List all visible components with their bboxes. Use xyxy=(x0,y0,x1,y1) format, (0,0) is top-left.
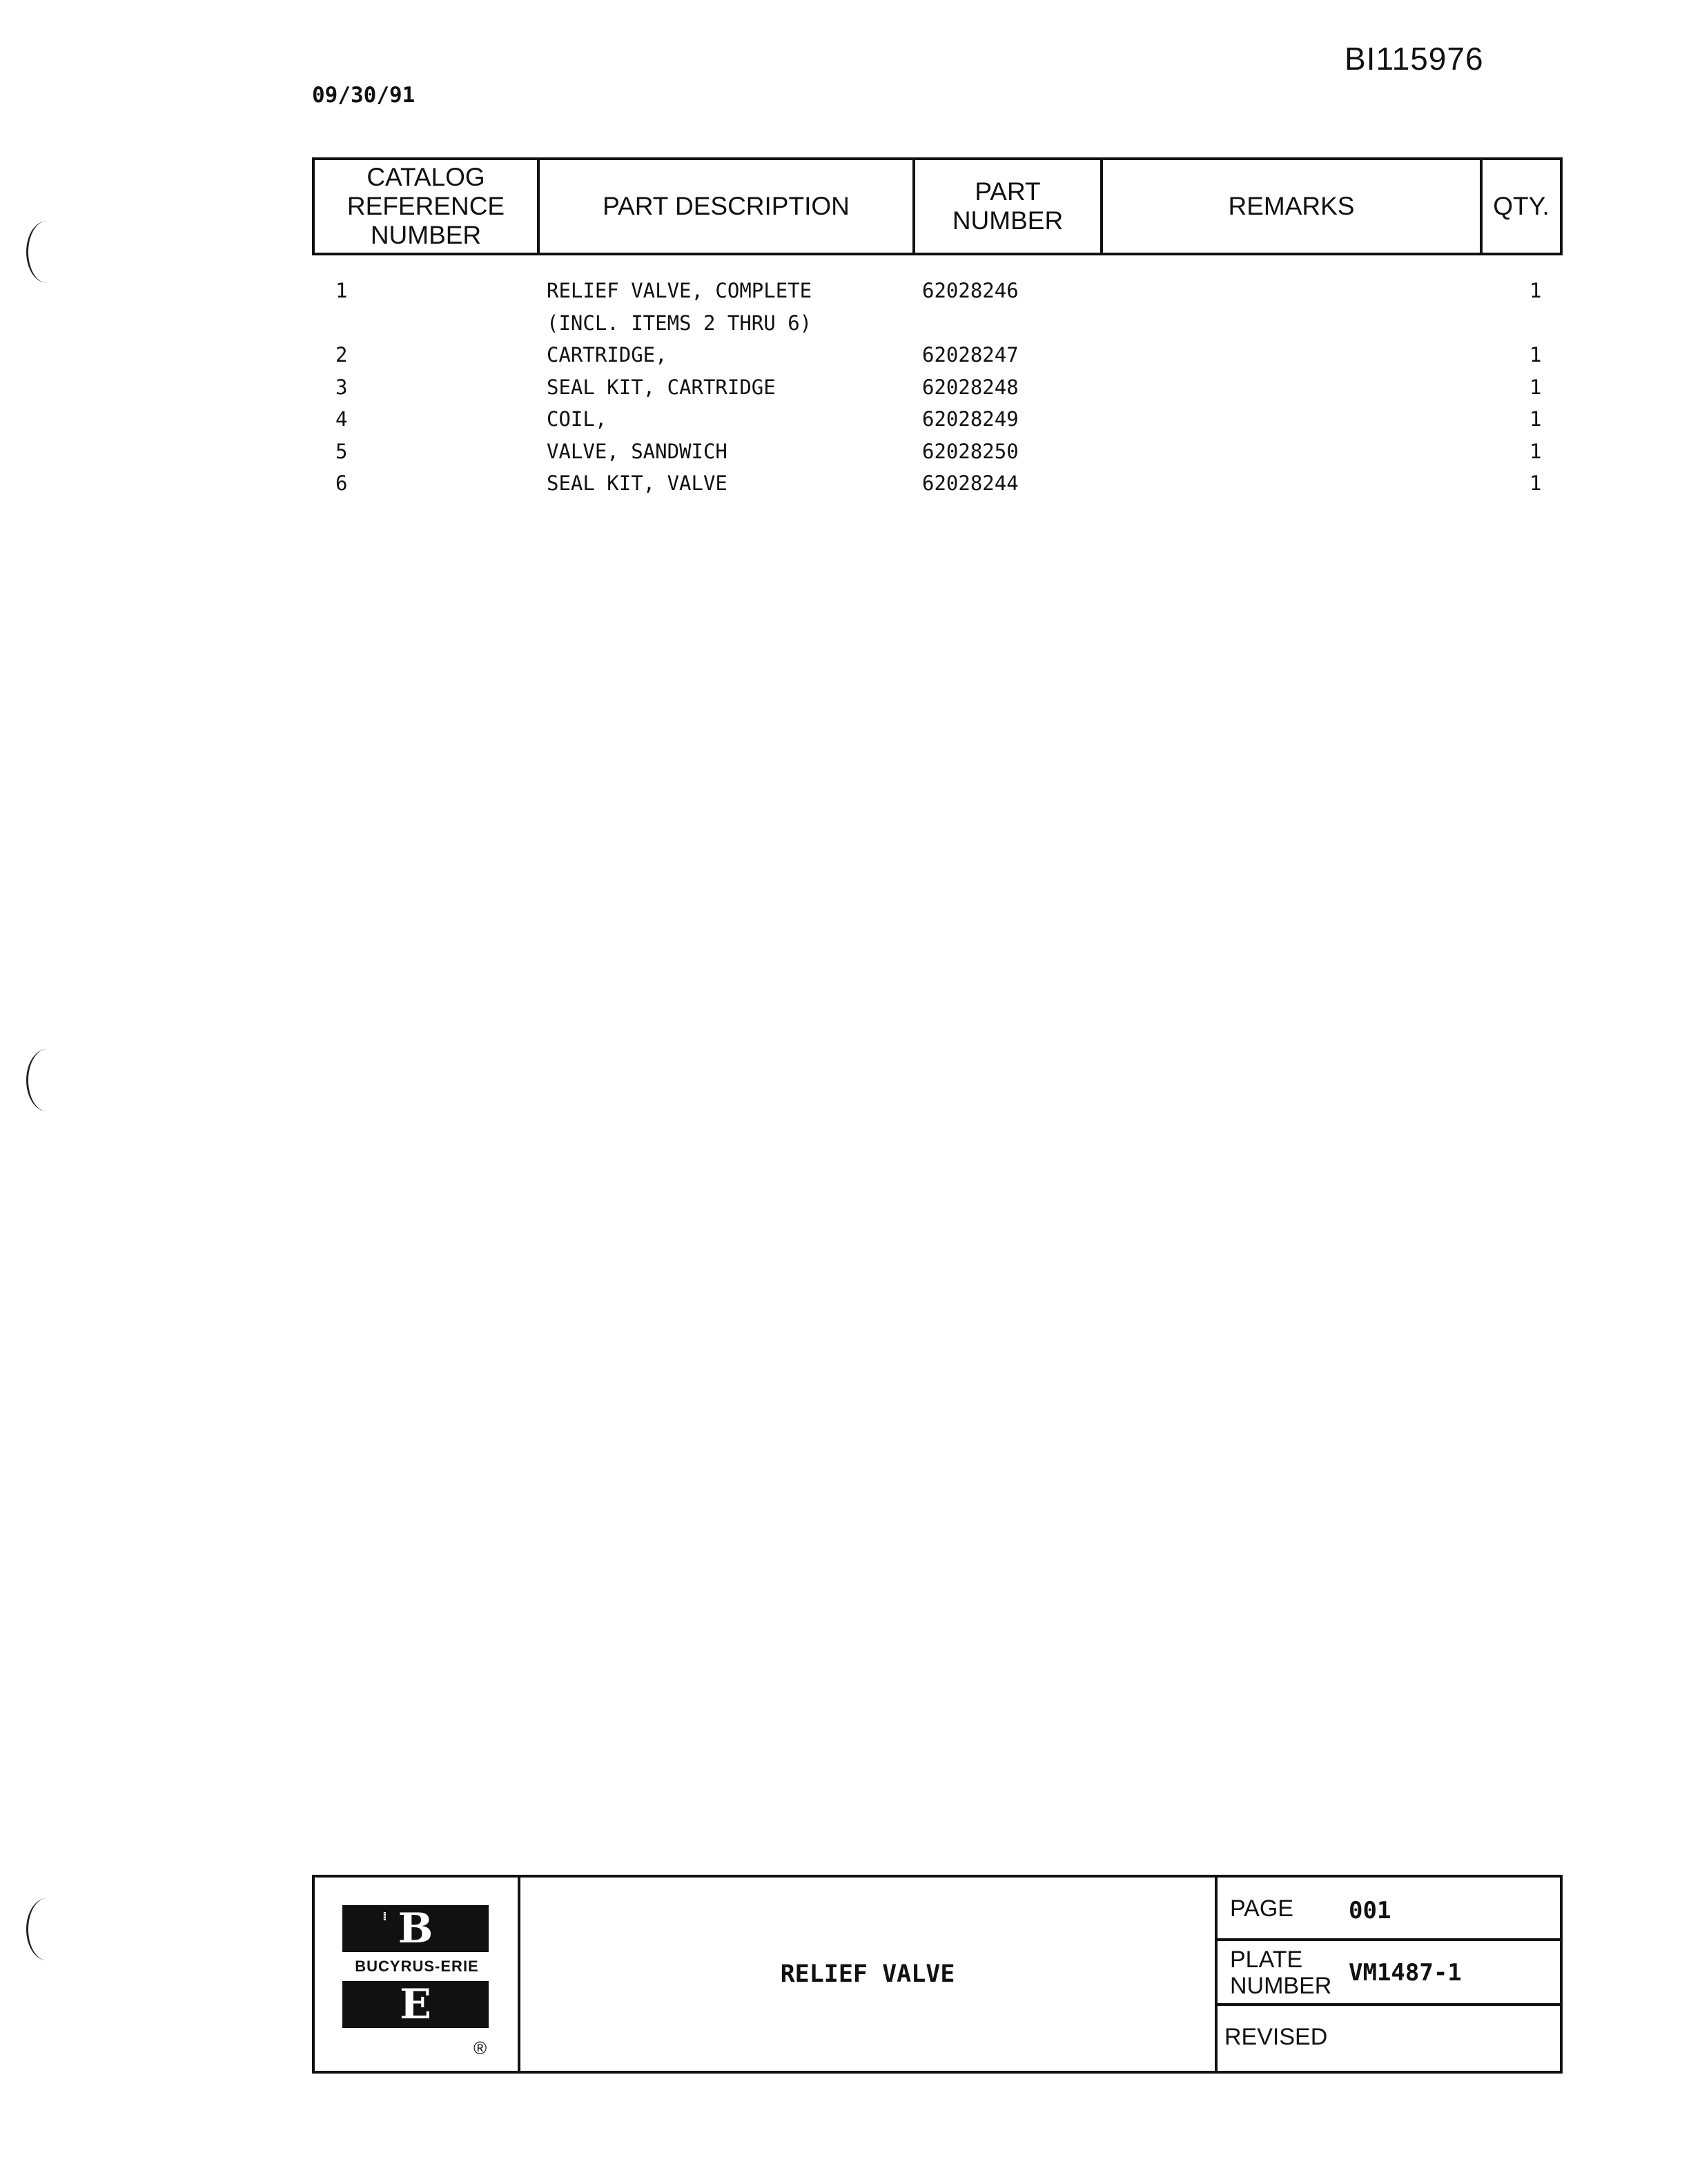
parts-table-header xyxy=(312,157,1563,255)
header-catalog-reference-number: CATALOG REFERENCE NUMBER xyxy=(315,160,540,253)
row-part-number: 62028246 xyxy=(922,279,1019,302)
document-id: BI115976 xyxy=(1345,41,1484,77)
table-row xyxy=(312,343,1563,376)
row-part-number: 62028244 xyxy=(922,471,1019,495)
table-row xyxy=(312,471,1563,504)
document-title: RELIEF VALVE xyxy=(520,1878,1218,2071)
logo-e-mark xyxy=(342,1981,489,2028)
title-block-info xyxy=(1218,1878,1560,2071)
row-qty: 1 xyxy=(1529,471,1542,495)
row-description: SEAL KIT, CARTRIDGE xyxy=(547,375,776,399)
row-ref: 2 xyxy=(335,343,348,367)
logo-detail-icon: ⁞ xyxy=(382,1909,387,1924)
row-ref: 6 xyxy=(335,471,348,495)
margin-mark-bottom xyxy=(26,1898,68,1960)
row-qty: 1 xyxy=(1529,343,1542,367)
plate-number-label: PLATE NUMBER xyxy=(1230,1947,1332,1999)
row-qty: 1 xyxy=(1529,439,1542,463)
row-part-number: 62028248 xyxy=(922,375,1019,399)
row-description: (INCL. ITEMS 2 THRU 6) xyxy=(547,311,812,335)
page-label: PAGE xyxy=(1230,1895,1293,1922)
logo-e-letter: E xyxy=(400,1980,431,2029)
company-logo xyxy=(315,1878,520,2071)
title-block xyxy=(312,1875,1563,2074)
logo-b-letter: B xyxy=(398,1904,433,1953)
row-description: CARTRIDGE, xyxy=(547,343,667,367)
row-qty: 1 xyxy=(1529,375,1542,399)
row-ref: 5 xyxy=(335,439,348,463)
row-ref: 4 xyxy=(335,407,348,431)
table-row xyxy=(312,407,1563,440)
registered-mark: ® xyxy=(473,2038,487,2058)
table-row xyxy=(312,311,1563,344)
parts-list xyxy=(312,279,1563,504)
document-date: 09/30/91 xyxy=(312,83,416,108)
header-part-description: PART DESCRIPTION xyxy=(540,160,915,253)
header-part-number: PART NUMBER xyxy=(915,160,1103,253)
revised-label: REVISED xyxy=(1224,2024,1328,2050)
table-row xyxy=(312,279,1563,311)
row-qty: 1 xyxy=(1529,279,1542,302)
row-qty: 1 xyxy=(1529,407,1542,431)
row-description: COIL, xyxy=(547,407,607,431)
plate-number-field xyxy=(1218,1941,1560,2006)
margin-mark-top xyxy=(26,221,68,283)
revised-field xyxy=(1218,2006,1560,2071)
row-part-number: 62028250 xyxy=(922,439,1019,463)
logo-b-mark xyxy=(342,1905,489,1952)
page-value: 001 xyxy=(1349,1897,1391,1924)
header-qty: QTY. xyxy=(1493,192,1550,220)
row-description: VALVE, SANDWICH xyxy=(547,439,727,463)
row-ref: 3 xyxy=(335,375,348,399)
table-row xyxy=(312,440,1563,472)
table-row xyxy=(312,376,1563,408)
header-remarks: REMARKS xyxy=(1103,160,1483,253)
margin-mark-middle xyxy=(26,1049,68,1111)
row-part-number: 62028249 xyxy=(922,407,1019,431)
page-field xyxy=(1218,1878,1560,1941)
logo-company-name: BUCYRUS-ERIE xyxy=(355,1958,479,1975)
plate-number-value: VM1487-1 xyxy=(1349,1959,1462,1987)
row-part-number: 62028247 xyxy=(922,343,1019,367)
row-description: RELIEF VALVE, COMPLETE xyxy=(547,279,812,302)
row-description: SEAL KIT, VALVE xyxy=(547,471,727,495)
row-ref: 1 xyxy=(335,279,348,302)
